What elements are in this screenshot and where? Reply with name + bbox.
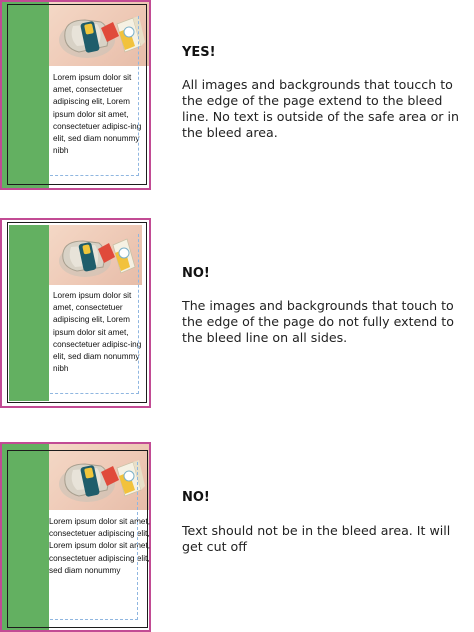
description-no-extend: The images and backgrounds that touch to the edge of the page do not fully extend to the bleed line on all sides. — [182, 298, 454, 345]
tray-and-box-illustration — [49, 225, 142, 285]
description-yes: All images and backgrounds that toucch to the edge of the page extend to the bleed line. No text is outside of the safe area or in the bleed area. — [182, 77, 459, 140]
verdict-yes: YES! — [182, 45, 216, 60]
body-copy: Lorem ipsum dolor sit amet, consectetuer adipiscing elit, Lorem ipsum dolor sit amet, consectetuer adipiscing elit, sed diam nonummy — [49, 517, 151, 575]
panel-no-extend — [0, 218, 160, 408]
verdict-no-text: NO! — [182, 490, 210, 505]
green-background — [2, 444, 49, 630]
tray-and-box-illustration — [49, 2, 149, 66]
description-no-text: Text should not be in the bleed area. It will get cut off — [182, 523, 451, 554]
panel-no-text — [0, 442, 160, 632]
product-photo — [49, 2, 149, 66]
product-photo — [49, 225, 142, 285]
body-copy: Lorem ipsum dolor sit amet, consectetuer adipiscing elit, Lorem ipsum dolor sit amet, consectetuer adipisc-ing elit, sed diam nonummy nibh — [53, 291, 142, 374]
green-background — [9, 225, 49, 401]
verdict-no-extend: NO! — [182, 266, 210, 281]
product-photo — [49, 444, 149, 510]
body-copy: Lorem ipsum dolor sit amet, consectetuer adipiscing elit, Lorem ipsum dolor sit amet, consectetuer adipisc-ing elit, sed diam nonummy nibh — [53, 73, 142, 156]
panel-yes — [0, 0, 160, 190]
tray-and-box-illustration — [49, 444, 149, 510]
green-background — [2, 2, 49, 188]
